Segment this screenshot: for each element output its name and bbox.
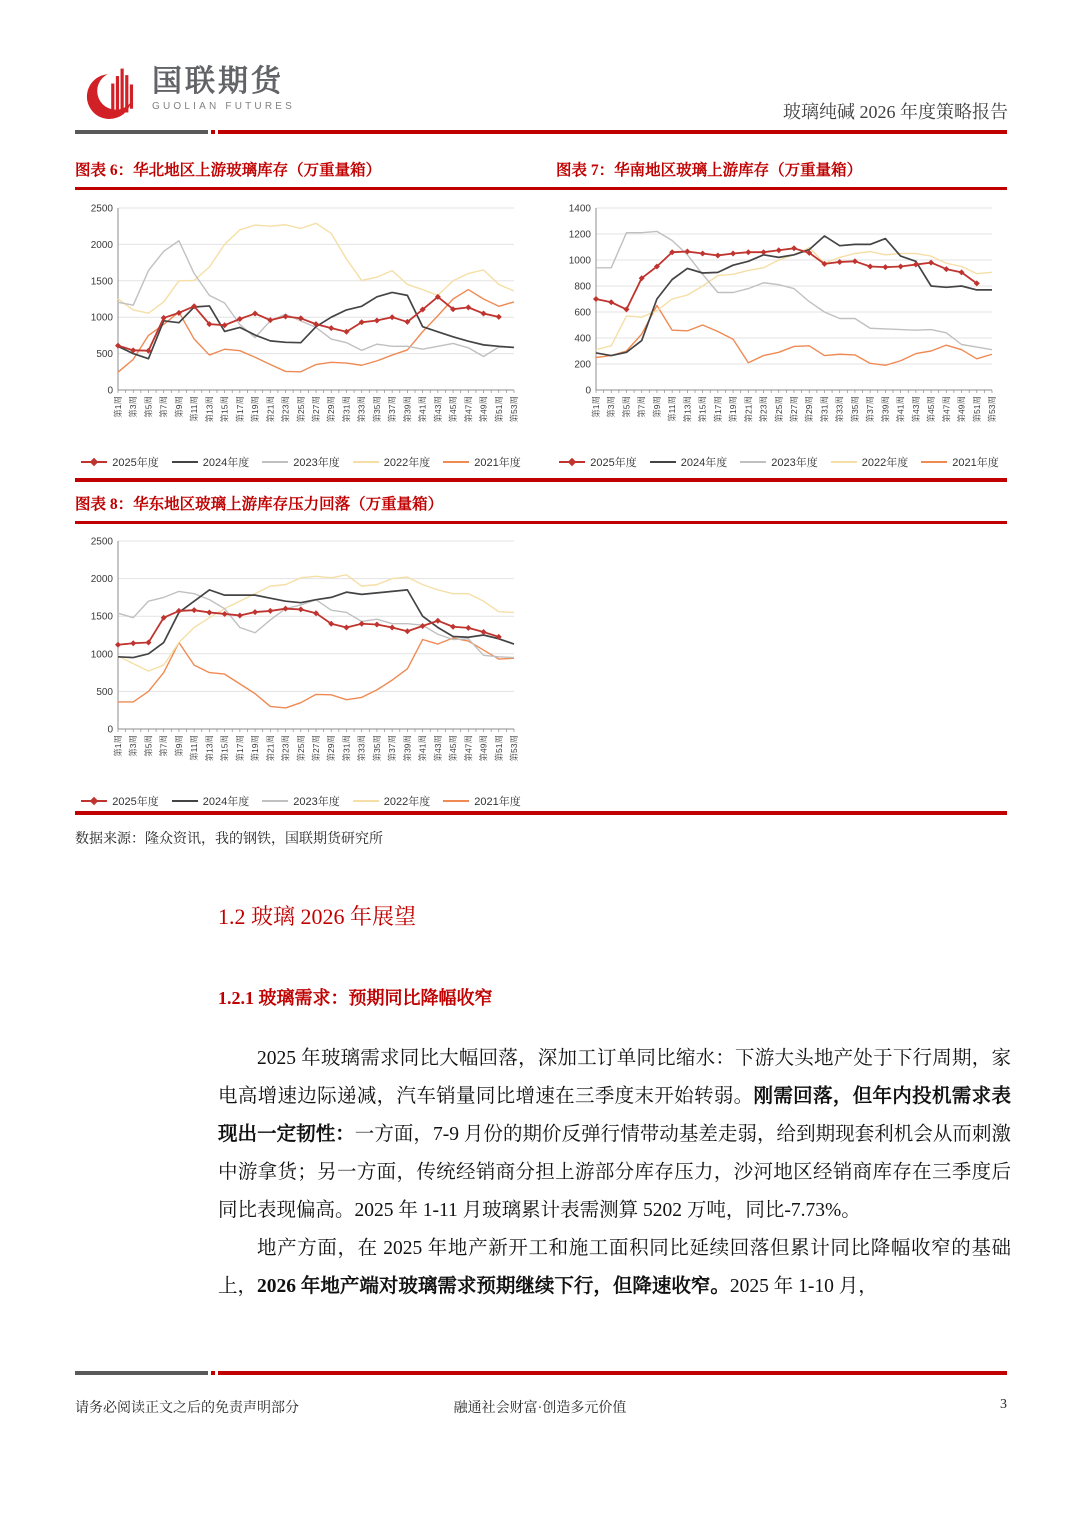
- svg-text:第11周: 第11周: [667, 396, 678, 422]
- svg-text:第51周: 第51周: [493, 396, 504, 423]
- svg-text:第33周: 第33周: [356, 735, 367, 762]
- footer-slogan: 融通社会财富·创造多元价值: [453, 1401, 627, 1416]
- svg-text:第45周: 第45周: [926, 396, 937, 423]
- line-chart-svg: [78, 531, 522, 785]
- svg-text:第45周: 第45周: [448, 396, 459, 423]
- legend-label: 2025年度: [112, 796, 159, 808]
- svg-text:第39周: 第39周: [402, 396, 413, 423]
- legend-swatch: [443, 461, 469, 463]
- svg-text:第11周: 第11周: [189, 735, 200, 761]
- legend-swatch: [172, 461, 198, 463]
- svg-text:1400: 1400: [568, 203, 591, 215]
- figure-7-legend: [556, 454, 1002, 470]
- header-rule-red: [218, 130, 1007, 134]
- svg-text:1000: 1000: [568, 255, 591, 267]
- legend-swatch: [353, 800, 379, 802]
- figure-6-legend: [78, 454, 524, 470]
- legend-label: 2024年度: [202, 796, 250, 808]
- svg-text:第17周: 第17周: [712, 396, 723, 423]
- text-run: 2025 年玻璃需求同比大幅回落，深加工订单同比缩水：下游大头地产处于下行周期，家电高增速边际递减，汽车销量同比增速在三季度末开始转弱。: [218, 1048, 1011, 1107]
- logo-text: [152, 66, 295, 112]
- svg-text:0: 0: [585, 385, 591, 397]
- legend-marker-diamond: [90, 796, 98, 804]
- logo-en: GUOLIAN FUTURES: [152, 101, 296, 112]
- line-chart-svg: [556, 198, 1000, 446]
- svg-text:第29周: 第29周: [326, 396, 337, 423]
- svg-text:第31周: 第31周: [819, 396, 830, 423]
- svg-text:第19周: 第19周: [250, 396, 261, 423]
- svg-text:第37周: 第37周: [865, 396, 876, 423]
- svg-text:第35周: 第35周: [371, 396, 382, 423]
- svg-text:200: 200: [574, 359, 591, 371]
- svg-text:第9周: 第9周: [651, 396, 662, 418]
- figure-6-caption: 图表 6：华北地区上游玻璃库存（万重量箱）: [75, 162, 382, 179]
- svg-text:第23周: 第23周: [280, 735, 291, 762]
- svg-text:第51周: 第51周: [971, 396, 982, 423]
- paragraph-2: [218, 1230, 1011, 1306]
- legend-item: [740, 454, 817, 470]
- svg-text:第9周: 第9周: [173, 735, 184, 757]
- svg-text:1200: 1200: [568, 229, 591, 241]
- svg-text:第25周: 第25周: [773, 396, 784, 423]
- svg-text:第25周: 第25周: [295, 396, 306, 423]
- svg-text:第17周: 第17周: [234, 735, 245, 762]
- svg-text:第43周: 第43周: [910, 396, 921, 423]
- svg-text:第19周: 第19周: [728, 396, 739, 423]
- svg-text:500: 500: [96, 686, 113, 698]
- svg-text:800: 800: [574, 281, 591, 293]
- svg-text:第21周: 第21周: [265, 396, 276, 423]
- svg-text:2500: 2500: [90, 536, 113, 548]
- svg-text:第13周: 第13周: [204, 396, 215, 423]
- figure-7-plot: [556, 198, 1002, 451]
- footer-rule-red: [218, 1371, 1007, 1375]
- svg-text:1000: 1000: [90, 649, 113, 661]
- svg-text:第49周: 第49周: [478, 735, 489, 762]
- logo-cn: 国联期货: [152, 65, 284, 98]
- svg-text:第13周: 第13周: [682, 396, 693, 423]
- figure-6-plot: [78, 198, 524, 451]
- svg-text:第47周: 第47周: [463, 735, 474, 762]
- svg-text:第47周: 第47周: [463, 396, 474, 423]
- report-title: 玻璃纯碱 2026 年度策略报告: [783, 102, 1008, 122]
- text-run: 2026 年地产端对玻璃需求预期继续下行，但降速收窄。: [257, 1276, 730, 1297]
- section-heading-1-2-1: 1.2.1 玻璃需求：预期同比降幅收窄: [218, 988, 493, 1008]
- legend-label: 2025年度: [112, 457, 159, 469]
- svg-text:第43周: 第43周: [432, 735, 443, 762]
- figure-7-chart: [556, 198, 1002, 470]
- svg-text:1500: 1500: [90, 276, 113, 288]
- legend-swatch: [650, 461, 676, 463]
- svg-text:2500: 2500: [90, 203, 113, 215]
- svg-text:第11周: 第11周: [189, 396, 200, 422]
- footer-rule-dark: [75, 1371, 208, 1375]
- svg-text:1000: 1000: [90, 312, 113, 324]
- legend-marker-diamond: [568, 457, 576, 465]
- legend-label: 2023年度: [293, 796, 340, 808]
- legend-label: 2023年度: [771, 457, 818, 469]
- legend-item: [559, 454, 636, 470]
- legend-label: 2025年度: [590, 457, 637, 469]
- text-run: 2025 年 1-10 月，: [729, 1276, 878, 1297]
- svg-text:第39周: 第39周: [402, 735, 413, 762]
- svg-text:0: 0: [107, 724, 113, 736]
- legend-marker-diamond: [90, 457, 98, 465]
- mid-rule: [75, 478, 1007, 482]
- guolian-futures-logo-icon: [86, 60, 142, 122]
- svg-text:第5周: 第5周: [143, 396, 154, 418]
- svg-text:第15周: 第15周: [219, 396, 230, 423]
- figure-6-chart: [78, 198, 524, 470]
- svg-text:第49周: 第49周: [956, 396, 967, 423]
- text-run: 刚需回落，但年内投机需求表现出一定韧性：: [218, 1086, 1011, 1145]
- paragraph-1: [218, 1040, 1011, 1230]
- svg-text:第25周: 第25周: [295, 735, 306, 762]
- legend-swatch: [353, 461, 379, 463]
- footer-disclaimer: 请务必阅读正文之后的免责声明部分: [75, 1401, 299, 1416]
- svg-text:第51周: 第51周: [493, 735, 504, 762]
- legend-swatch: [81, 800, 107, 802]
- svg-text:第5周: 第5周: [621, 396, 632, 418]
- legend-item: [262, 793, 339, 809]
- svg-text:第49周: 第49周: [478, 396, 489, 423]
- legend-item: [831, 454, 908, 470]
- legend-label: 2023年度: [293, 457, 340, 469]
- svg-text:第15周: 第15周: [219, 735, 230, 762]
- legend-item: [650, 454, 727, 470]
- figure-8-caption: 图表 8：华东地区玻璃上游库存压力回落（万重量箱）: [75, 496, 444, 513]
- svg-text:第33周: 第33周: [834, 396, 845, 423]
- footer-rule: [75, 1371, 1007, 1375]
- svg-text:600: 600: [574, 307, 591, 319]
- legend-swatch: [443, 800, 469, 802]
- text-run: 地产方面，在 2025 年地产新开工和施工面积同比延续回落但累计同比降幅收窄的基础上，: [218, 1238, 1011, 1297]
- svg-text:第45周: 第45周: [448, 735, 459, 762]
- svg-text:第35周: 第35周: [849, 396, 860, 423]
- legend-swatch: [262, 800, 288, 802]
- svg-text:第41周: 第41周: [417, 735, 428, 762]
- legend-swatch: [172, 800, 198, 802]
- svg-text:第29周: 第29周: [326, 735, 337, 762]
- legend-item: [353, 454, 430, 470]
- svg-text:第43周: 第43周: [432, 396, 443, 423]
- svg-text:第41周: 第41周: [417, 396, 428, 423]
- svg-text:第13周: 第13周: [204, 735, 215, 762]
- figure-8-plot: [78, 531, 524, 790]
- figure-8-chart: [78, 531, 524, 809]
- svg-text:第27周: 第27周: [311, 396, 321, 423]
- svg-text:第31周: 第31周: [341, 396, 352, 423]
- legend-item: [172, 454, 249, 470]
- figure-8-caption-rule: [75, 521, 1007, 524]
- svg-text:第1周: 第1周: [591, 396, 601, 418]
- section-heading-1-2: 1.2 玻璃 2026 年展望: [218, 904, 417, 929]
- svg-text:第27周: 第27周: [789, 396, 799, 423]
- legend-swatch: [262, 461, 288, 463]
- line-chart-svg: [78, 198, 522, 446]
- legend-swatch: [831, 461, 857, 463]
- legend-swatch: [559, 461, 585, 463]
- svg-text:第19周: 第19周: [250, 735, 261, 762]
- header-rule-dark: [75, 130, 208, 134]
- data-source-note: 数据来源：隆众资讯，我的钢铁，国联期货研究所: [75, 832, 383, 847]
- svg-text:2000: 2000: [90, 239, 113, 251]
- legend-swatch: [921, 461, 947, 463]
- svg-text:2000: 2000: [90, 574, 113, 586]
- legend-item: [81, 793, 158, 809]
- legend-item: [443, 793, 520, 809]
- svg-text:第31周: 第31周: [341, 735, 352, 762]
- svg-text:第29周: 第29周: [804, 396, 815, 423]
- svg-text:第41周: 第41周: [895, 396, 906, 423]
- svg-text:第21周: 第21周: [743, 396, 754, 423]
- legend-label: 2022年度: [383, 796, 431, 808]
- svg-text:第21周: 第21周: [265, 735, 276, 762]
- svg-text:500: 500: [96, 349, 113, 361]
- figure-7-caption: 图表 7：华南地区玻璃上游库存（万重量箱）: [556, 162, 863, 179]
- svg-text:第37周: 第37周: [387, 735, 398, 762]
- svg-text:400: 400: [574, 333, 591, 345]
- svg-text:第7周: 第7周: [636, 396, 647, 418]
- legend-swatch: [740, 461, 766, 463]
- svg-text:第3周: 第3周: [128, 735, 139, 757]
- legend-label: 2024年度: [202, 457, 250, 469]
- svg-text:第23周: 第23周: [758, 396, 769, 423]
- legend-item: [443, 454, 520, 470]
- svg-text:第9周: 第9周: [173, 396, 184, 418]
- body-text: [218, 1040, 1011, 1306]
- legend-item: [81, 454, 158, 470]
- legend-label: 2022年度: [861, 457, 909, 469]
- svg-text:第47周: 第47周: [941, 396, 952, 423]
- svg-text:第53周: 第53周: [509, 396, 519, 423]
- svg-text:第39周: 第39周: [880, 396, 891, 423]
- legend-item: [921, 454, 998, 470]
- svg-text:第7周: 第7周: [158, 396, 169, 418]
- legend-item: [172, 793, 249, 809]
- svg-text:第53周: 第53周: [987, 396, 997, 423]
- svg-text:第33周: 第33周: [356, 396, 367, 423]
- legend-item: [262, 454, 339, 470]
- figure-8-legend: [78, 793, 524, 809]
- after-figure-8-rule: [75, 811, 1007, 815]
- svg-text:1500: 1500: [90, 611, 113, 623]
- legend-label: 2024年度: [680, 457, 728, 469]
- footer-page-number: 3: [1000, 1397, 1007, 1412]
- svg-text:0: 0: [107, 385, 113, 397]
- legend-swatch: [81, 461, 107, 463]
- legend-label: 2021年度: [474, 457, 521, 469]
- svg-text:第27周: 第27周: [311, 735, 321, 762]
- svg-text:第5周: 第5周: [143, 735, 154, 757]
- caption-rule: [75, 187, 1007, 190]
- svg-text:第3周: 第3周: [128, 396, 139, 418]
- svg-text:第1周: 第1周: [113, 396, 123, 418]
- svg-text:第3周: 第3周: [606, 396, 617, 418]
- svg-text:第23周: 第23周: [280, 396, 291, 423]
- svg-text:第7周: 第7周: [158, 735, 169, 757]
- legend-label: 2022年度: [383, 457, 431, 469]
- legend-item: [353, 793, 430, 809]
- svg-text:第1周: 第1周: [113, 735, 123, 757]
- svg-text:第37周: 第37周: [387, 396, 398, 423]
- legend-label: 2021年度: [952, 457, 999, 469]
- svg-text:第53周: 第53周: [509, 735, 519, 762]
- text-run: 一方面，7-9 月份的期价反弹行情带动基差走弱，给到期现套利机会从而刺激中游拿货；另一方面，传统经销商分担上游部分库存压力，沙河地区经销商库存在三季度后同比表现偏高。2025 年 1-11 月玻璃累计表需测算 5202 万吨，同比-7.73%。: [218, 1124, 1011, 1221]
- svg-text:第35周: 第35周: [371, 735, 382, 762]
- legend-label: 2021年度: [474, 796, 521, 808]
- header-rule: [75, 130, 1007, 134]
- svg-text:第15周: 第15周: [697, 396, 708, 423]
- svg-text:第17周: 第17周: [234, 396, 245, 423]
